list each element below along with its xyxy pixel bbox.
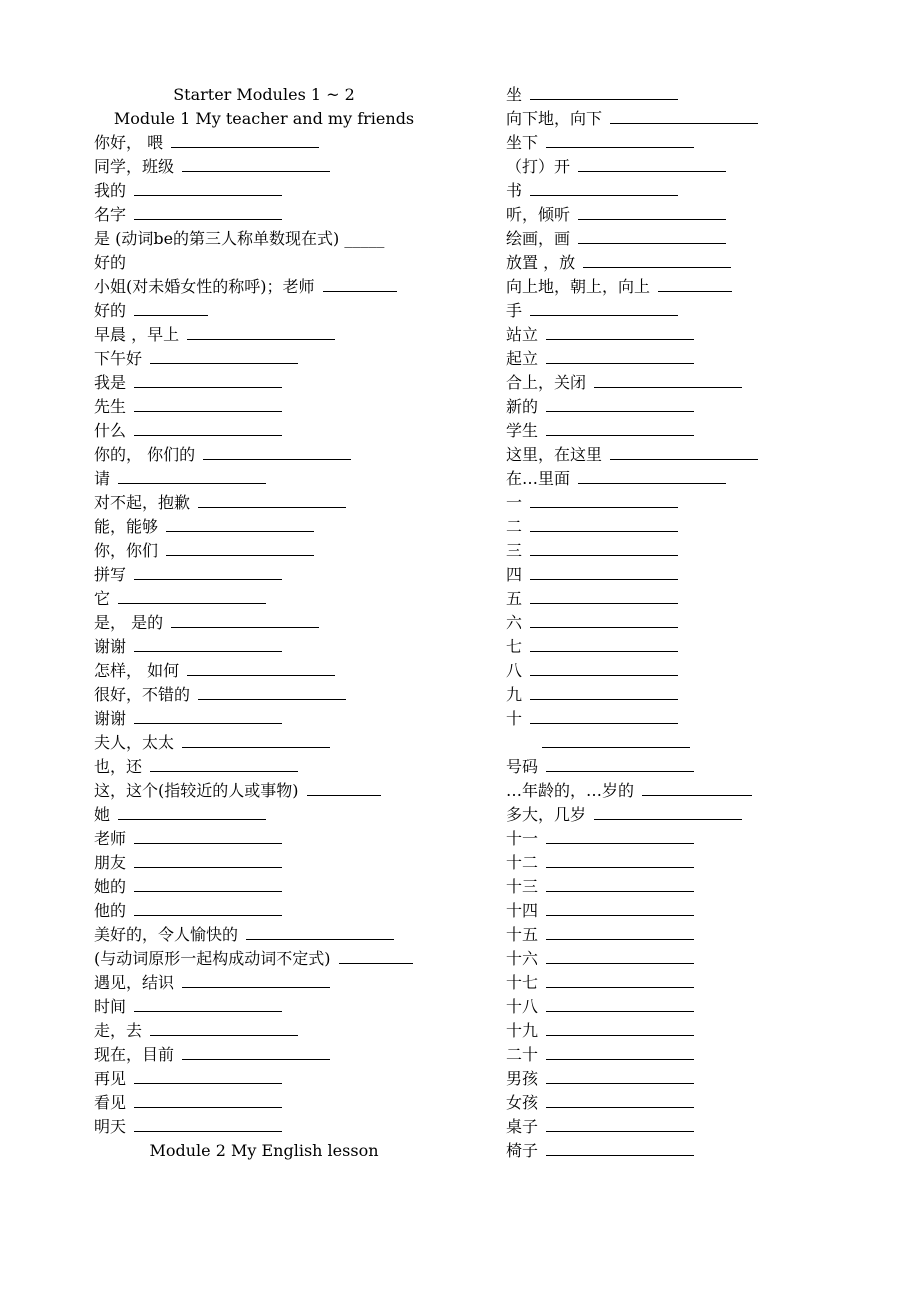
- answer-blank[interactable]: [610, 109, 758, 124]
- answer-blank[interactable]: [530, 637, 678, 652]
- vocab-item: 听，倾听: [506, 203, 906, 227]
- vocab-item: 放置 ，放: [506, 251, 906, 275]
- answer-blank[interactable]: [182, 973, 330, 988]
- vocab-item: 起立: [506, 347, 906, 371]
- page-title: Starter Modules 1 ~ 2: [173, 85, 355, 104]
- vocab-item: 站立: [506, 323, 906, 347]
- vocab-item: 看见: [94, 1091, 494, 1115]
- vocab-item: 五: [506, 587, 906, 611]
- module2-heading: Module 2 My English lesson: [149, 1141, 379, 1160]
- vocab-item: 三: [506, 539, 906, 563]
- vocab-item: （打）开: [506, 155, 906, 179]
- vocab-item: 合上，关闭: [506, 371, 906, 395]
- left-column: [94, 83, 494, 1163]
- answer-blank[interactable]: [594, 373, 742, 388]
- answer-blank[interactable]: [134, 397, 282, 412]
- answer-blank[interactable]: [530, 181, 678, 196]
- answer-blank[interactable]: [134, 565, 282, 580]
- vocab-item: 谢谢: [94, 707, 494, 731]
- answer-blank[interactable]: [134, 373, 282, 388]
- answer-blank[interactable]: [203, 445, 351, 460]
- answer-blank[interactable]: [171, 133, 319, 148]
- answer-blank[interactable]: [187, 325, 335, 340]
- vocab-item: 夫人，太太: [94, 731, 494, 755]
- answer-blank[interactable]: [134, 877, 282, 892]
- answer-blank[interactable]: [546, 421, 694, 436]
- vocab-item: 美好的，令人愉快的: [94, 923, 494, 947]
- answer-blank[interactable]: [530, 565, 678, 580]
- answer-blank[interactable]: [546, 1141, 694, 1156]
- answer-blank[interactable]: [323, 277, 397, 292]
- answer-blank[interactable]: [134, 1117, 282, 1132]
- answer-blank[interactable]: [546, 853, 694, 868]
- vocab-item: 多大，几岁: [506, 803, 906, 827]
- vocab-item: 时间: [94, 995, 494, 1019]
- answer-blank[interactable]: [610, 445, 758, 460]
- vocab-item: 十三: [506, 875, 906, 899]
- answer-blank[interactable]: [546, 925, 694, 940]
- answer-blank[interactable]: [182, 1045, 330, 1060]
- vocab-item: 书: [506, 179, 906, 203]
- answer-blank[interactable]: [546, 1093, 694, 1108]
- answer-blank[interactable]: [150, 349, 298, 364]
- vocab-item: 对不起，抱歉: [94, 491, 494, 515]
- answer-blank[interactable]: [530, 517, 678, 532]
- vocab-item: 先生: [94, 395, 494, 419]
- vocab-item: 他的: [94, 899, 494, 923]
- answer-blank[interactable]: [118, 805, 266, 820]
- answer-blank[interactable]: [134, 709, 282, 724]
- answer-blank[interactable]: [339, 949, 413, 964]
- answer-blank[interactable]: [546, 973, 694, 988]
- answer-blank[interactable]: [530, 613, 678, 628]
- vocab-item: 请: [94, 467, 494, 491]
- vocab-item: 八: [506, 659, 906, 683]
- vocab-item: 小姐(对未婚女性的称呼)；老师: [94, 275, 494, 299]
- vocab-item: 这里，在这里: [506, 443, 906, 467]
- vocab-item: 我的: [94, 179, 494, 203]
- vocab-item: 好的: [94, 299, 494, 323]
- vocab-item: 你，你们: [94, 539, 494, 563]
- answer-blank[interactable]: [150, 1021, 298, 1036]
- vocab-item: 她的: [94, 875, 494, 899]
- vocab-item: 六: [506, 611, 906, 635]
- answer-blank[interactable]: [546, 349, 694, 364]
- vocab-item: 二: [506, 515, 906, 539]
- answer-blank[interactable]: [198, 685, 346, 700]
- answer-blank[interactable]: [530, 85, 678, 100]
- answer-blank[interactable]: [546, 1117, 694, 1132]
- vocab-item: 手: [506, 299, 906, 323]
- vocab-item: (与动词原形一起构成动词不定式): [94, 947, 494, 971]
- vocab-item: 明天: [94, 1115, 494, 1139]
- vocab-item: 十: [506, 707, 906, 731]
- answer-blank[interactable]: [134, 1093, 282, 1108]
- answer-blank[interactable]: [134, 1069, 282, 1084]
- vocab-item: 九: [506, 683, 906, 707]
- vocab-item: 十七: [506, 971, 906, 995]
- vocab-item: 能，能够: [94, 515, 494, 539]
- answer-blank[interactable]: [546, 757, 694, 772]
- vocab-item: 朋友: [94, 851, 494, 875]
- answer-blank[interactable]: [542, 733, 690, 748]
- vocab-item: 现在，目前: [94, 1043, 494, 1067]
- vocab-item: 在…里面: [506, 467, 906, 491]
- vocab-item: 遇见，结识: [94, 971, 494, 995]
- vocab-item: 是， 是的: [94, 611, 494, 635]
- vocab-item: 你好， 喂: [94, 131, 494, 155]
- answer-blank[interactable]: [530, 685, 678, 700]
- vocab-item: 新的: [506, 395, 906, 419]
- answer-blank[interactable]: [134, 829, 282, 844]
- answer-blank[interactable]: [546, 829, 694, 844]
- vocab-item: 椅子: [506, 1139, 906, 1163]
- answer-blank[interactable]: [546, 397, 694, 412]
- vocab-item: 早晨 ，早上: [94, 323, 494, 347]
- answer-blank[interactable]: [307, 781, 381, 796]
- vocab-item: 你的， 你们的: [94, 443, 494, 467]
- vocab-item: 四: [506, 563, 906, 587]
- answer-blank[interactable]: [546, 997, 694, 1012]
- answer-blank[interactable]: [134, 181, 282, 196]
- vocab-item: 向下地，向下: [506, 107, 906, 131]
- right-column: [506, 83, 906, 1163]
- answer-blank[interactable]: [546, 877, 694, 892]
- vocab-item: [506, 731, 726, 755]
- answer-blank[interactable]: [546, 1021, 694, 1036]
- vocab-item: 十四: [506, 899, 906, 923]
- vocab-item: 拼写: [94, 563, 494, 587]
- vocab-item: 坐: [506, 83, 906, 107]
- answer-blank[interactable]: [118, 589, 266, 604]
- vocab-item: 也，还: [94, 755, 494, 779]
- answer-blank[interactable]: [166, 541, 314, 556]
- vocab-item: …年龄的，…岁的: [506, 779, 906, 803]
- vocab-item: 桌子: [506, 1115, 906, 1139]
- vocab-item: 十六: [506, 947, 906, 971]
- vocab-item: 下午好: [94, 347, 494, 371]
- vocab-item: 谢谢: [94, 635, 494, 659]
- answer-blank[interactable]: [530, 301, 678, 316]
- answer-blank[interactable]: [246, 925, 394, 940]
- answer-blank[interactable]: [583, 253, 731, 268]
- vocab-item: 一: [506, 491, 906, 515]
- answer-blank[interactable]: [546, 1069, 694, 1084]
- answer-blank[interactable]: [546, 133, 694, 148]
- vocab-item: 坐下: [506, 131, 906, 155]
- answer-blank[interactable]: [546, 901, 694, 916]
- answer-blank[interactable]: [594, 805, 742, 820]
- answer-blank[interactable]: [182, 157, 330, 172]
- vocab-item: 十二: [506, 851, 906, 875]
- vocab-item: 男孩: [506, 1067, 906, 1091]
- answer-blank[interactable]: [530, 661, 678, 676]
- answer-blank[interactable]: [187, 661, 335, 676]
- vocab-item: 十一: [506, 827, 906, 851]
- vocab-item: 二十: [506, 1043, 906, 1067]
- answer-blank[interactable]: [578, 229, 726, 244]
- answer-blank[interactable]: [134, 421, 282, 436]
- answer-blank[interactable]: [642, 781, 752, 796]
- answer-blank[interactable]: [530, 709, 678, 724]
- answer-blank[interactable]: [578, 157, 726, 172]
- answer-blank[interactable]: [182, 733, 330, 748]
- answer-blank[interactable]: [546, 1045, 694, 1060]
- answer-blank[interactable]: [578, 469, 726, 484]
- vocab-item: 绘画，画: [506, 227, 906, 251]
- vocab-item: 名字: [94, 203, 494, 227]
- vocab-item: 学生: [506, 419, 906, 443]
- vocab-item: 向上地，朝上，向上: [506, 275, 906, 299]
- vocab-item: 同学，班级: [94, 155, 494, 179]
- vocab-item: 女孩: [506, 1091, 906, 1115]
- vocab-item: 十九: [506, 1019, 906, 1043]
- answer-blank[interactable]: [546, 949, 694, 964]
- answer-blank[interactable]: [134, 205, 282, 220]
- vocab-item: 很好，不错的: [94, 683, 494, 707]
- answer-blank[interactable]: [134, 997, 282, 1012]
- vocab-item: 这，这个(指较近的人或事物): [94, 779, 494, 803]
- answer-blank[interactable]: [198, 493, 346, 508]
- vocab-item: 什么: [94, 419, 494, 443]
- module1-heading: Module 1 My teacher and my friends: [113, 109, 415, 128]
- answer-blank[interactable]: [658, 277, 732, 292]
- vocab-item: 再见: [94, 1067, 494, 1091]
- answer-blank[interactable]: [150, 757, 298, 772]
- vocab-item: 走，去: [94, 1019, 494, 1043]
- vocab-item: 她: [94, 803, 494, 827]
- answer-blank[interactable]: [530, 493, 678, 508]
- vocab-item: 七: [506, 635, 906, 659]
- vocab-item: 十五: [506, 923, 906, 947]
- answer-blank[interactable]: [166, 517, 314, 532]
- vocab-item: 号码: [506, 755, 906, 779]
- answer-blank[interactable]: [134, 901, 282, 916]
- vocab-item: 是 (动词be的第三人称单数现在式) _____: [94, 229, 385, 248]
- answer-blank[interactable]: [134, 637, 282, 652]
- answer-blank[interactable]: [118, 469, 266, 484]
- answer-blank[interactable]: [134, 853, 282, 868]
- answer-blank[interactable]: [546, 325, 694, 340]
- answer-blank[interactable]: [578, 205, 726, 220]
- answer-blank[interactable]: [530, 589, 678, 604]
- vocab-item: 老师: [94, 827, 494, 851]
- answer-blank[interactable]: [171, 613, 319, 628]
- vocab-item: 我是: [94, 371, 494, 395]
- answer-blank[interactable]: [530, 541, 678, 556]
- vocab-item: 十八: [506, 995, 906, 1019]
- vocab-item: 好的: [94, 253, 127, 272]
- answer-blank[interactable]: [134, 301, 208, 316]
- vocab-item: 它: [94, 587, 494, 611]
- vocab-item: 怎样， 如何: [94, 659, 494, 683]
